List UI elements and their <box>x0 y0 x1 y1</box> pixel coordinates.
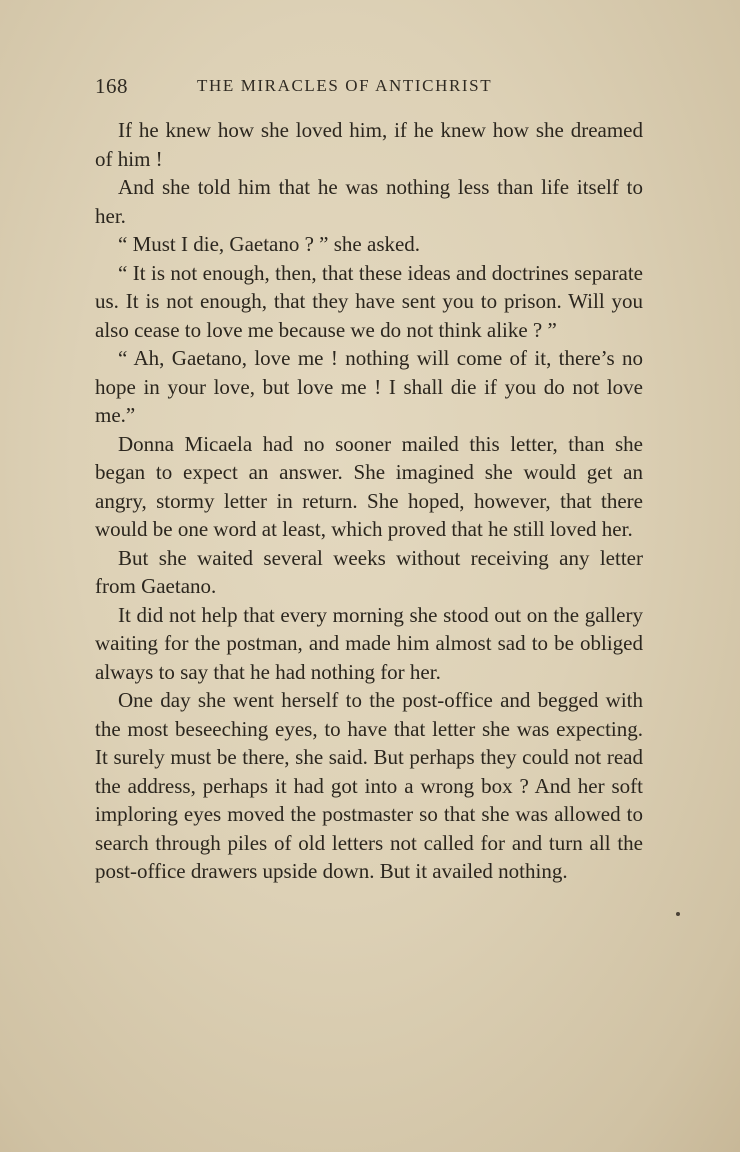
ink-speck <box>676 912 680 916</box>
body-text <box>95 116 643 886</box>
paragraph: “ It is not enough, then, that these ideas and doctrines separate us. It is not enough, that they have sent you to prison. Will you also cease to love me because we do not think alike ? ” <box>95 260 643 342</box>
paragraph: “ Must I die, Gaetano ? ” she asked. <box>118 232 421 256</box>
page-header <box>95 74 640 104</box>
paragraph: And she told him that he was nothing less than life itself to her. <box>95 175 643 228</box>
paragraph: “ Ah, Gaetano, love me ! nothing will come of it, there’s no hope in your love, but love me ! I shall die if you do not love me.” <box>95 346 643 427</box>
page-number: 168 <box>95 74 128 98</box>
running-title: THE MIRACLES OF ANTICHRIST <box>197 76 493 95</box>
paragraph: But she waited several weeks without receiving any letter from Gaetano. <box>95 545 643 598</box>
paragraph: One day she went herself to the post-office and begged with the most beseeching eyes, to have that letter she was expecting. It surely must be there, she said. But perhaps they could not read the address, perhaps it had got into a wrong box ? And her soft imploring eyes moved the postmaster so that she was allowed to search through piles of old letters not called for and turn all the post-office drawers upside down. But it availed nothing. <box>95 688 643 883</box>
paragraph: Donna Micaela had no sooner mailed this letter, than she began to expect an answer. She imagined she would get an angry, stormy letter in return. She hoped, however, that there would be one word at least, which proved that he still loved her. <box>95 431 643 541</box>
paragraph: It did not help that every morning she stood out on the gallery waiting for the postman, and made him almost sad to be obliged always to say that he had nothing for her. <box>95 602 643 684</box>
paragraph: If he knew how she loved him, if he knew how she dreamed of him ! <box>95 118 643 171</box>
